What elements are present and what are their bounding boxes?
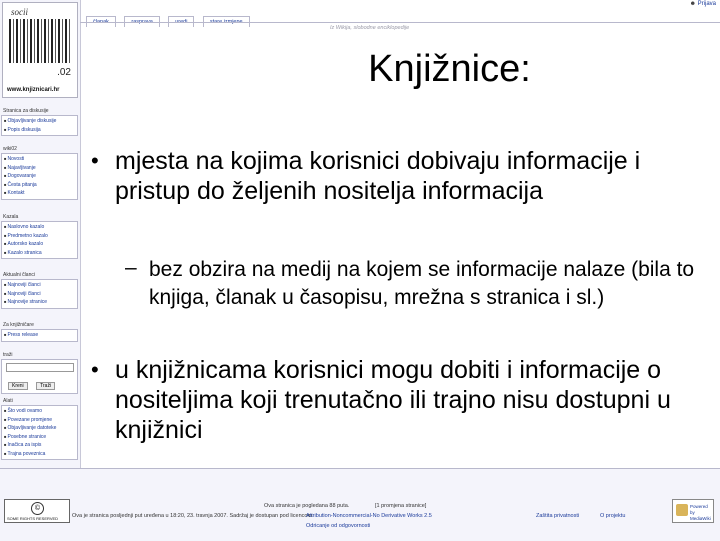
footer-last-modified: Ova je stranica posljednji put uređena u 18:20, 23. travnja 2007. Sadržaj je dostupan pod licencom (72, 513, 313, 519)
footer-edit-count: [1 promjena stranice] (375, 503, 427, 509)
sidebar-heading: Stranica za diskusije (3, 108, 49, 114)
go-button[interactable]: Kreni (8, 382, 28, 390)
sidebar-item[interactable]: ■ Najnovije stranice (4, 298, 77, 307)
footer-license-link[interactable]: Attribution-Noncommercial-No Derivative Works 2.5 (306, 513, 432, 519)
footer-disclaimer-link[interactable]: Odricanje od odgovornosti (306, 523, 371, 529)
sidebar-item[interactable]: ■ Autorsko kazalo (4, 240, 77, 249)
slide-title (0, 48, 720, 91)
bullet-marker: • (91, 357, 99, 382)
sidebar-item[interactable]: ■ Press release (4, 331, 77, 340)
slide-title-text: Knjižnice: (368, 48, 531, 90)
sidebar-search (1, 352, 78, 394)
sidebar-item[interactable]: ■ Objavljivanje datoteke (4, 424, 77, 433)
sidebar-section-librarians (1, 322, 78, 342)
cc-license-badge[interactable] (4, 499, 70, 523)
sidebar-heading: Kazala (3, 214, 19, 220)
sidebar-item[interactable]: ■ Dogovaranje (4, 172, 77, 181)
sidebar-item[interactable]: ■ Posebne stranice (4, 433, 77, 442)
footer-privacy-link[interactable]: Zaštita privatnosti (536, 513, 580, 519)
sidebar-item[interactable]: ■ Najnoviji članci (4, 290, 77, 299)
search-box (1, 359, 78, 394)
tab-divider (80, 22, 720, 23)
sidebar-item[interactable]: ■ Popis diskusija (4, 126, 77, 135)
sidebar-item[interactable]: ■ Najnoviji članci (4, 281, 77, 290)
sidebar-box (1, 221, 78, 259)
sidebar-item[interactable]: ■ Što vodi ovamo (4, 407, 77, 416)
sidebar-section-discussions (1, 108, 78, 136)
cc-icon: © (31, 502, 44, 515)
footer-views: Ova stranica je pogledana 88 puta. (264, 503, 350, 509)
sidebar-section-articles (1, 272, 78, 309)
sidebar-section-indexes (1, 214, 78, 259)
sidebar-item[interactable]: ■ Inačica za ispis (4, 441, 77, 450)
bullet-marker: • (91, 148, 99, 173)
sidebar-item[interactable]: ■ Česta pitanja (4, 181, 77, 190)
sidebar-box (1, 329, 78, 342)
search-input[interactable] (6, 363, 74, 372)
sidebar-toolbox (1, 398, 78, 460)
footer-about-link[interactable]: O projektu (600, 513, 626, 519)
search-button[interactable]: Traži (36, 382, 55, 390)
logo-number: .02 (57, 67, 71, 78)
sidebar-item[interactable]: ■ Povezane promjene (4, 416, 77, 425)
sidebar-heading: Alati (3, 398, 13, 404)
mediawiki-badge[interactable] (672, 499, 714, 523)
sidebar-section-wiki (1, 146, 78, 200)
mediawiki-icon (676, 504, 688, 516)
sidebar-item[interactable]: ■ Novosti (4, 155, 77, 164)
sidebar-heading: wiki02 (3, 146, 17, 152)
sidebar-heading: Aktualni članci (3, 272, 35, 278)
sidebar-heading: Za knjižničare (3, 322, 34, 328)
mediawiki-badge-text: Powered by MediaWiki (690, 504, 711, 521)
sidebar-item[interactable]: ■ Objavljivanje diskusije (4, 117, 77, 126)
cc-badge-text: SOME RIGHTS RESERVED (7, 516, 59, 521)
wiki-footer (0, 468, 720, 541)
sidebar-box (1, 405, 78, 460)
bullet-text-2: u knjižnicama korisnici mogu dobiti i informacije o nositeljima koji trenutačno ili trajno nisu dostupni u knjižnici (115, 356, 671, 444)
sidebar-box (1, 115, 78, 136)
bullet-text-1: mjesta na kojima korisnici dobivaju informacije i pristup do željenih nositelja informacija (115, 147, 641, 205)
sidebar-item[interactable]: ■ Trajna poveznica (4, 450, 77, 459)
sidebar-item[interactable]: ■ Naslovno kazalo (4, 223, 77, 232)
site-subtitle: Iz Wikija, slobodne enciklopedije (330, 25, 410, 31)
sub-bullet-marker: – (125, 256, 137, 279)
search-heading: traži (3, 352, 13, 358)
sidebar-box (1, 279, 78, 309)
sidebar-box (1, 153, 78, 200)
login-link[interactable]: ☻ Prijava (690, 1, 716, 7)
logo-top-text: socii (11, 7, 28, 17)
sidebar-item[interactable]: ■ Kontakt (4, 189, 77, 198)
logo-url: www.knjiznicari.hr (7, 87, 60, 93)
sub-bullet-text: bez obzira na medij na kojem se informacije nalaze (bila to knjiga, članak u časopisu, mrežna s stranica i sl.) (149, 258, 695, 309)
sidebar-item[interactable]: ■ Predmetno kazalo (4, 232, 77, 241)
sidebar-item[interactable]: ■ Najavljivanje (4, 164, 77, 173)
sidebar-item[interactable]: ■ Kazalo stranica (4, 249, 77, 258)
